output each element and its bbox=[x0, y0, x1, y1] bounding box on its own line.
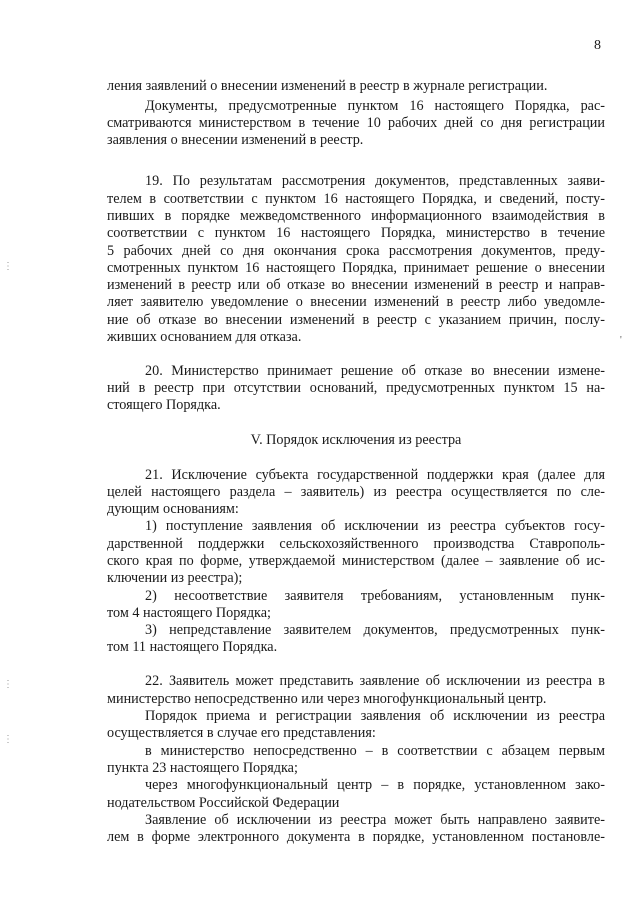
scan-dot: ' bbox=[620, 335, 622, 346]
text-line: ления заявлений о внесении изменений в реестр в журнале регистрации. bbox=[107, 78, 548, 94]
text-line: том 4 настоящего Порядка; bbox=[107, 605, 271, 621]
text-line: ляет заявителю уведомление о внесении изменений в реестр либо уведомле- bbox=[107, 294, 605, 310]
scan-margin-mark: ⋮ bbox=[3, 261, 13, 272]
text-line: Документы, предусмотренные пунктом 16 настоящего Порядка, рас- bbox=[145, 98, 605, 114]
page-number: 8 bbox=[594, 38, 601, 53]
text-line: смотренных пунктом 16 настоящего Порядка, принимает решение о внесении bbox=[107, 260, 605, 276]
text-line: в министерство непосредственно – в соответствии с абзацем первым bbox=[145, 743, 605, 759]
scan-margin-mark: ⋮ bbox=[3, 734, 13, 745]
text-line: лем в форме электронного документа в порядке, установленном постановле- bbox=[107, 829, 605, 845]
text-line: пивших в порядке межведомственного информационного взаимодействия в bbox=[107, 208, 605, 224]
text-line: ского края по форме, утверждаемой министерством (далее – заявление об ис- bbox=[107, 553, 605, 569]
text-line: телем в соответствии с пунктом 16 настоящего Порядка, и сведений, посту- bbox=[107, 191, 605, 207]
text-line: Заявление об исключении из реестра может быть направлено заявите- bbox=[145, 812, 605, 828]
text-line: ключении из реестра); bbox=[107, 570, 243, 586]
text-line: 19. По результатам рассмотрения документов, представленных заяви- bbox=[145, 173, 605, 189]
text-line: через многофункциональный центр – в порядке, установленном зако- bbox=[145, 777, 605, 793]
text-line: дующим основаниям: bbox=[107, 501, 239, 517]
text-line: Порядок приема и регистрации заявления об исключении из реестра bbox=[145, 708, 605, 724]
text-line: соответствии с пунктом 16 настоящего Порядка, министерство в течение bbox=[107, 225, 605, 241]
text-line: нодательством Российской Федерации bbox=[107, 795, 340, 811]
section-heading: V. Порядок исключения из реестра bbox=[250, 432, 462, 448]
text-line: министерство непосредственно или через многофункциональный центр. bbox=[107, 691, 547, 707]
text-line: целей настоящего раздела – заявитель) из реестра осуществляется по сле- bbox=[107, 484, 605, 500]
text-line: дарственной поддержки сельскохозяйственного производства Ставрополь- bbox=[107, 536, 605, 552]
text-line: 5 рабочих дней со дня окончания срока рассмотрения документов, преду- bbox=[107, 243, 605, 259]
text-line: стоящего Порядка. bbox=[107, 397, 221, 413]
text-line: 1) поступление заявления об исключении из реестра субъектов госу- bbox=[145, 518, 605, 534]
text-line: ние об отказе во внесении изменений в реестр с указанием причин, послу- bbox=[107, 312, 605, 328]
text-line: ний в реестр при отсутствии оснований, предусмотренных пунктом 15 на- bbox=[107, 380, 605, 396]
text-line: осуществляется в случае его представления: bbox=[107, 725, 376, 741]
text-line: 22. Заявитель может представить заявление об исключении из реестра в bbox=[145, 673, 605, 689]
scan-margin-mark: ⋮ bbox=[3, 679, 13, 690]
text-line: заявления о внесении изменений в реестр. bbox=[107, 132, 364, 148]
text-line: сматриваются министерством в течение 10 рабочих дней со дня регистрации bbox=[107, 115, 605, 131]
text-line: пункта 23 настоящего Порядка; bbox=[107, 760, 298, 776]
text-line: изменений в реестр или об отказе во внесении изменений в реестр и направ- bbox=[107, 277, 605, 293]
text-line: 20. Министерство принимает решение об отказе во внесении измене- bbox=[145, 363, 605, 379]
text-line: 21. Исключение субъекта государственной поддержки края (далее для bbox=[145, 467, 605, 483]
text-line: том 11 настоящего Порядка. bbox=[107, 639, 278, 655]
text-line: 3) непредставление заявителем документов, предусмотренных пунк- bbox=[145, 622, 605, 638]
text-line: 2) несоответствие заявителя требованиям, установленным пунк- bbox=[145, 588, 605, 604]
text-line: живших основанием для отказа. bbox=[107, 329, 302, 345]
